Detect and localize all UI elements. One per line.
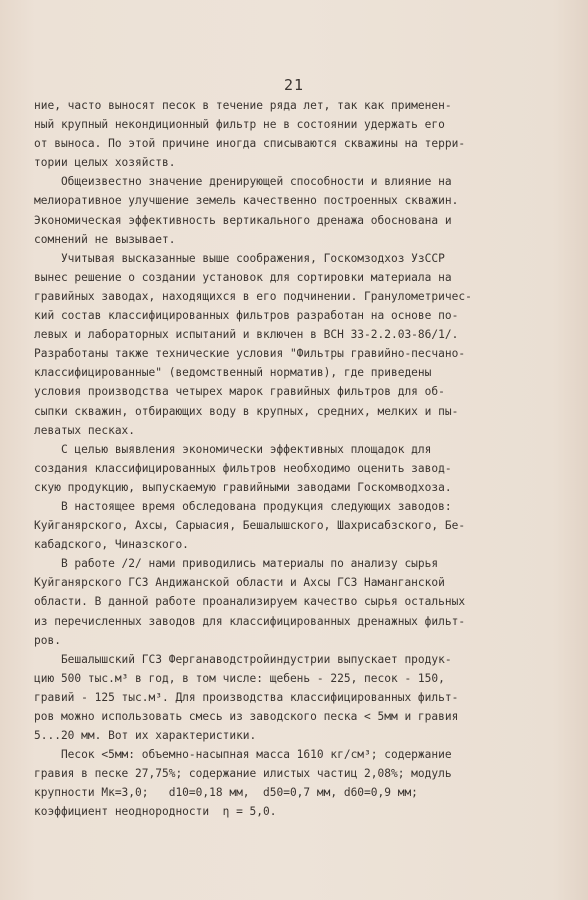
text-line: условия производства четырех марок гравийных фильтров для об- bbox=[34, 385, 445, 399]
text-line: создания классифицированных фильтров необходимо оценить завод- bbox=[34, 461, 452, 475]
text-line: цию 500 тыс.м³ в год, в том числе: щебень - 225, песок - 150, bbox=[34, 671, 445, 685]
text-line: ние, часто выносят песок в течение ряда лет, так как применен- bbox=[34, 99, 452, 112]
text-line: классифицированные" (ведомственный норматив), где приведены bbox=[34, 366, 432, 380]
text-line: Экономическая эффективность вертикального дренажа обоснована и bbox=[34, 213, 452, 227]
text-line: крупности Мк=3,0; d10=0,18 мм, d50=0,7 мм, d60=0,9 мм; bbox=[34, 786, 418, 800]
text-line: гравийных заводах, находящихся в его подчинении. Гранулометричес- bbox=[34, 289, 472, 303]
text-line: ров. bbox=[34, 633, 61, 647]
text-line: С целью выявления экономически эффективных площадок для bbox=[34, 442, 432, 456]
text-line: ров можно использовать смесь из заводского песка < 5мм и гравия bbox=[34, 710, 459, 723]
text-line: от выноса. По этой причине иногда списываются скважины на терри- bbox=[34, 137, 466, 151]
text-line: кий состав классифицированных фильтров разработан на основе по- bbox=[34, 309, 459, 323]
text-line: левых и лабораторных испытаний и включен в ВСН 33-2.2.03-86/1/. bbox=[34, 328, 459, 342]
text-line: кабадского, Чиназского. bbox=[34, 538, 189, 552]
text-line: сыпки скважин, отбирающих воду в крупных, средних, мелких и пы- bbox=[34, 404, 459, 418]
text-line: Общеизвестно значение дренирующей способности и влияние на bbox=[34, 175, 452, 189]
text-line: леватых песках. bbox=[34, 423, 136, 437]
body-text bbox=[34, 96, 554, 822]
text-line: из перечисленных заводов для классифицированных дренажных фильт- bbox=[34, 614, 466, 628]
page-number: 21 bbox=[283, 76, 305, 94]
text-line: В настоящее время обследована продукция следующих заводов: bbox=[34, 499, 452, 513]
text-line: тории целых хозяйств. bbox=[34, 156, 176, 170]
text-line: области. В данной работе проанализируем качество сырья остальных bbox=[34, 595, 466, 609]
text-line: мелиоративное улучшение земель качественно построенных скважин. bbox=[34, 194, 459, 208]
text-line: В работе /2/ нами приводились материалы по анализу сырья bbox=[34, 557, 439, 571]
text-line: сомнений не вызывает. bbox=[34, 232, 176, 246]
text-line: скую продукцию, выпускаемую гравийными заводами Госкомводхоза. bbox=[34, 480, 452, 494]
text-line: Разработаны также технические условия "Фильтры гравийно-песчано- bbox=[34, 347, 466, 361]
text-line: гравий - 125 тыс.м³. Для производства классифицированных фильт- bbox=[34, 690, 459, 704]
text-line: Бешалышский ГСЗ Ферганаводстройиндустрии выпускает продук- bbox=[34, 652, 452, 666]
text-line: Куйганярского, Ахсы, Сарыасия, Бешалышского, Шахрисабзского, Бе- bbox=[34, 519, 466, 533]
text-line: Куйганярского ГСЗ Андижанской области и Ахсы ГСЗ Наманганской bbox=[34, 576, 445, 590]
text-line: Учитывая высказанные выше соображения, Госкомзодхоз УзССР bbox=[34, 251, 445, 265]
text-line: 5...20 мм. Вот их характеристики. bbox=[34, 729, 257, 743]
text-line: вынес решение о создании установок для сортировки материала на bbox=[34, 270, 452, 284]
text-line: ный крупный некондиционный фильтр не в состоянии удержать его bbox=[34, 118, 445, 132]
text-line: коэффициент неоднородности η = 5,0. bbox=[34, 805, 277, 819]
text-line: Песок <5мм: объемно-насыпная масса 1610 кг/см³; содержание bbox=[34, 748, 452, 762]
text-line: гравия в песке 27,75%; содержание илистых частиц 2,08%; модуль bbox=[34, 767, 452, 781]
